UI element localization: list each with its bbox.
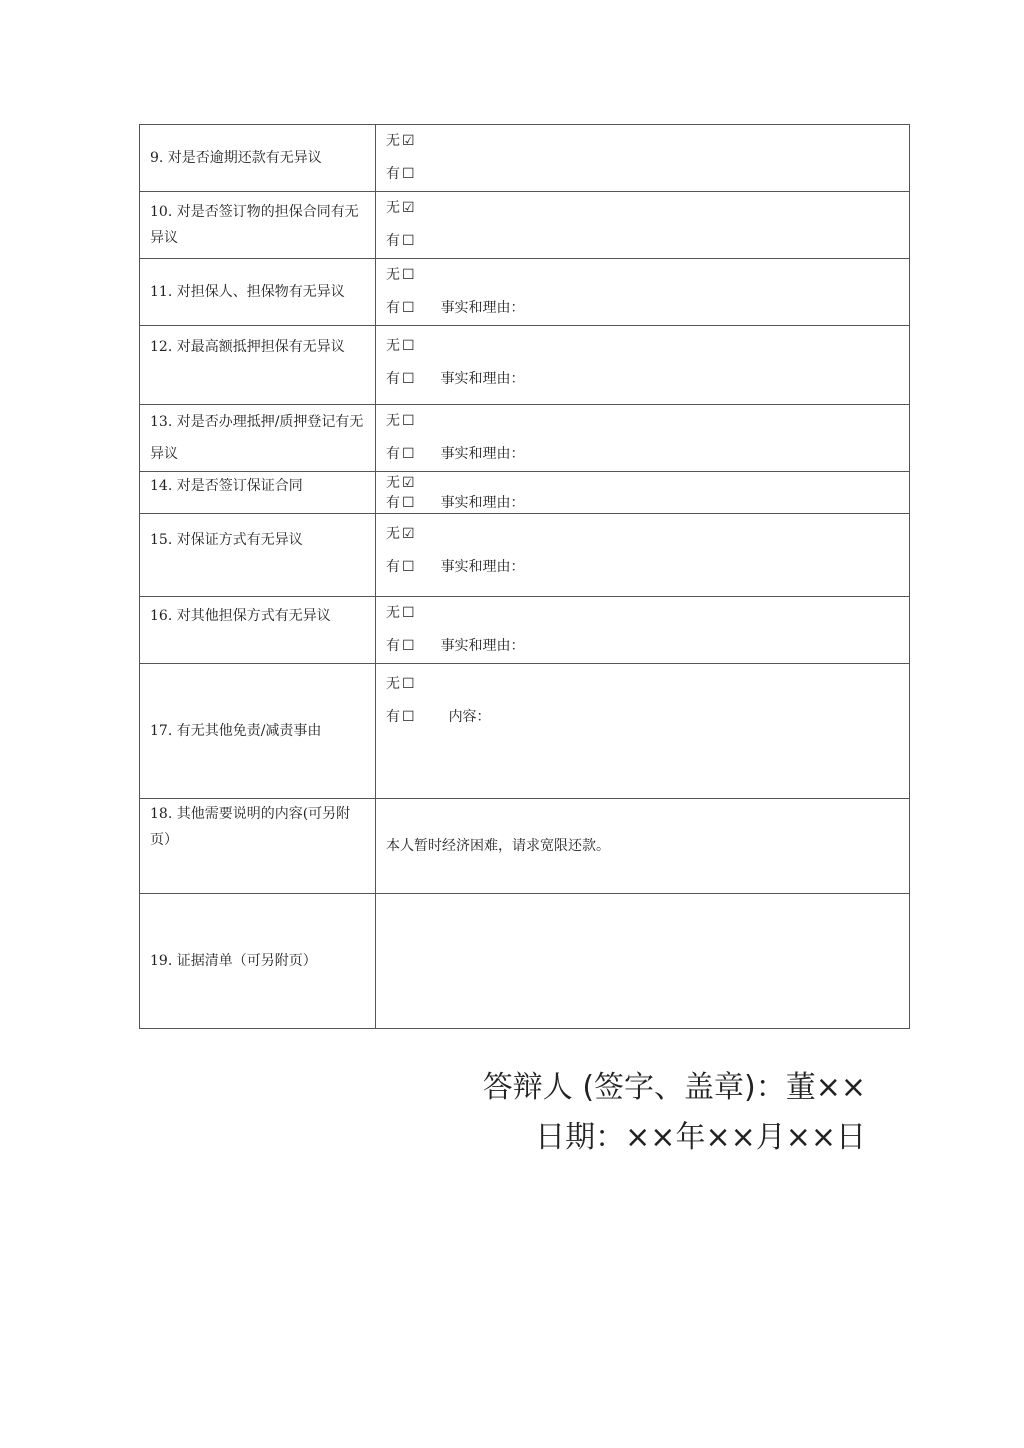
empty-checkbox-icon[interactable]: ☐ xyxy=(402,559,415,575)
question-cell xyxy=(140,664,376,799)
form-row-10 xyxy=(140,192,910,259)
form-row-11 xyxy=(140,259,910,326)
question-text: 12. 对最高额抵押担保有无异议 xyxy=(150,339,345,355)
question-text: 9. 对是否逾期还款有无异议 xyxy=(150,150,322,166)
explanation-text: 本人暂时经济困难，请求宽限还款。 xyxy=(386,838,610,854)
option-has: 有 ☐ xyxy=(386,225,899,258)
option-none: 无 ☑ xyxy=(386,125,899,158)
option-has: 有 ☐ 事实和理由： xyxy=(386,438,899,471)
question-cell xyxy=(140,799,376,894)
answer-cell xyxy=(376,514,910,597)
checked-checkbox-icon[interactable]: ☑ xyxy=(402,133,415,149)
question-cell xyxy=(140,405,376,472)
question-cell xyxy=(140,326,376,405)
answer-cell xyxy=(376,192,910,259)
checked-checkbox-icon[interactable]: ☑ xyxy=(402,526,415,542)
empty-checkbox-icon[interactable]: ☐ xyxy=(402,300,415,316)
form-row-18 xyxy=(140,799,910,894)
empty-checkbox-icon[interactable]: ☐ xyxy=(402,267,415,283)
option-none: 无 ☐ xyxy=(386,259,899,292)
option-has: 有 ☐ 事实和理由： xyxy=(386,551,899,584)
date-line: 日期：××年××月××日 xyxy=(535,1120,866,1155)
question-cell xyxy=(140,597,376,664)
empty-checkbox-icon[interactable]: ☐ xyxy=(402,413,415,429)
question-text: 17. 有无其他免责/减责事由 xyxy=(150,723,322,739)
empty-checkbox-icon[interactable]: ☐ xyxy=(402,676,415,692)
form-row-19 xyxy=(140,894,910,1029)
answer-cell xyxy=(376,259,910,326)
question-cell xyxy=(140,192,376,259)
signer-line: 答辩人 (签字、盖章)：董×× xyxy=(482,1070,866,1105)
question-text: 15. 对保证方式有无异议 xyxy=(150,532,303,548)
form-row-17 xyxy=(140,664,910,799)
reason-label: 事实和理由： xyxy=(440,371,525,387)
empty-checkbox-icon[interactable]: ☐ xyxy=(402,371,415,387)
option-none: 无 ☐ xyxy=(386,405,899,438)
question-cell xyxy=(140,259,376,326)
empty-checkbox-icon[interactable]: ☐ xyxy=(402,709,415,725)
option-none: 无 ☐ xyxy=(386,597,899,630)
answer-cell xyxy=(376,472,910,514)
option-none: 无 ☐ xyxy=(386,668,899,701)
option-none: 无 ☑ xyxy=(386,474,415,491)
evidence-list-cell xyxy=(376,894,910,1029)
answer-cell xyxy=(376,326,910,405)
empty-checkbox-icon[interactable]: ☐ xyxy=(402,166,415,182)
question-text: 16. 对其他担保方式有无异议 xyxy=(150,608,331,624)
form-row-13 xyxy=(140,405,910,472)
answer-cell xyxy=(376,405,910,472)
checked-checkbox-icon[interactable]: ☑ xyxy=(402,200,415,216)
question-cell xyxy=(140,472,376,514)
question-text: 11. 对担保人、担保物有无异议 xyxy=(150,284,345,300)
form-row-12 xyxy=(140,326,910,405)
option-has: 有 ☐ 事实和理由： xyxy=(386,292,899,325)
option-none: 无 ☑ xyxy=(386,518,899,551)
form-row-16 xyxy=(140,597,910,664)
option-has: 有 ☐ 事实和理由： xyxy=(386,363,899,396)
answer-cell xyxy=(376,664,910,799)
form-row-15 xyxy=(140,514,910,597)
question-text: 14. 对是否签订保证合同 xyxy=(150,478,303,494)
option-none: 无 ☐ xyxy=(386,330,899,363)
form-row-9 xyxy=(140,125,910,192)
answer-cell xyxy=(376,799,910,894)
option-none: 无 ☑ xyxy=(386,192,899,225)
question-cell xyxy=(140,514,376,597)
option-has: 有 ☐ 事实和理由： xyxy=(386,630,899,663)
defense-form-table xyxy=(139,124,910,1029)
reason-label: 事实和理由： xyxy=(440,446,525,462)
question-text: 18. 其他需要说明的内容(可另附页） xyxy=(150,806,351,848)
empty-checkbox-icon[interactable]: ☐ xyxy=(402,605,415,621)
question-cell xyxy=(140,894,376,1029)
question-cell xyxy=(140,125,376,192)
question-text: 10. 对是否签订物的担保合同有无异议 xyxy=(150,204,359,246)
reason-label: 事实和理由： xyxy=(440,638,525,654)
checked-checkbox-icon[interactable]: ☑ xyxy=(402,474,415,491)
empty-checkbox-icon[interactable]: ☐ xyxy=(402,494,415,511)
reason-label: 事实和理由： xyxy=(440,300,525,316)
answer-cell xyxy=(376,125,910,192)
option-has: 有 ☐ 事实和理由： xyxy=(386,494,525,511)
empty-checkbox-icon[interactable]: ☐ xyxy=(402,446,415,462)
answer-cell xyxy=(376,597,910,664)
reason-label: 事实和理由： xyxy=(440,559,525,575)
option-has: 有 ☐ xyxy=(386,158,899,191)
question-text: 19. 证据清单（可另附页） xyxy=(150,953,317,969)
question-text: 13. 对是否办理抵押/质押登记有无异议 xyxy=(150,414,364,462)
empty-checkbox-icon[interactable]: ☐ xyxy=(402,638,415,654)
option-has: 有 ☐ 内容： xyxy=(386,701,899,734)
content-label: 内容： xyxy=(448,709,491,725)
empty-checkbox-icon[interactable]: ☐ xyxy=(402,233,415,249)
form-row-14 xyxy=(140,472,910,514)
reason-label: 事实和理由： xyxy=(440,494,525,511)
empty-checkbox-icon[interactable]: ☐ xyxy=(402,338,415,354)
